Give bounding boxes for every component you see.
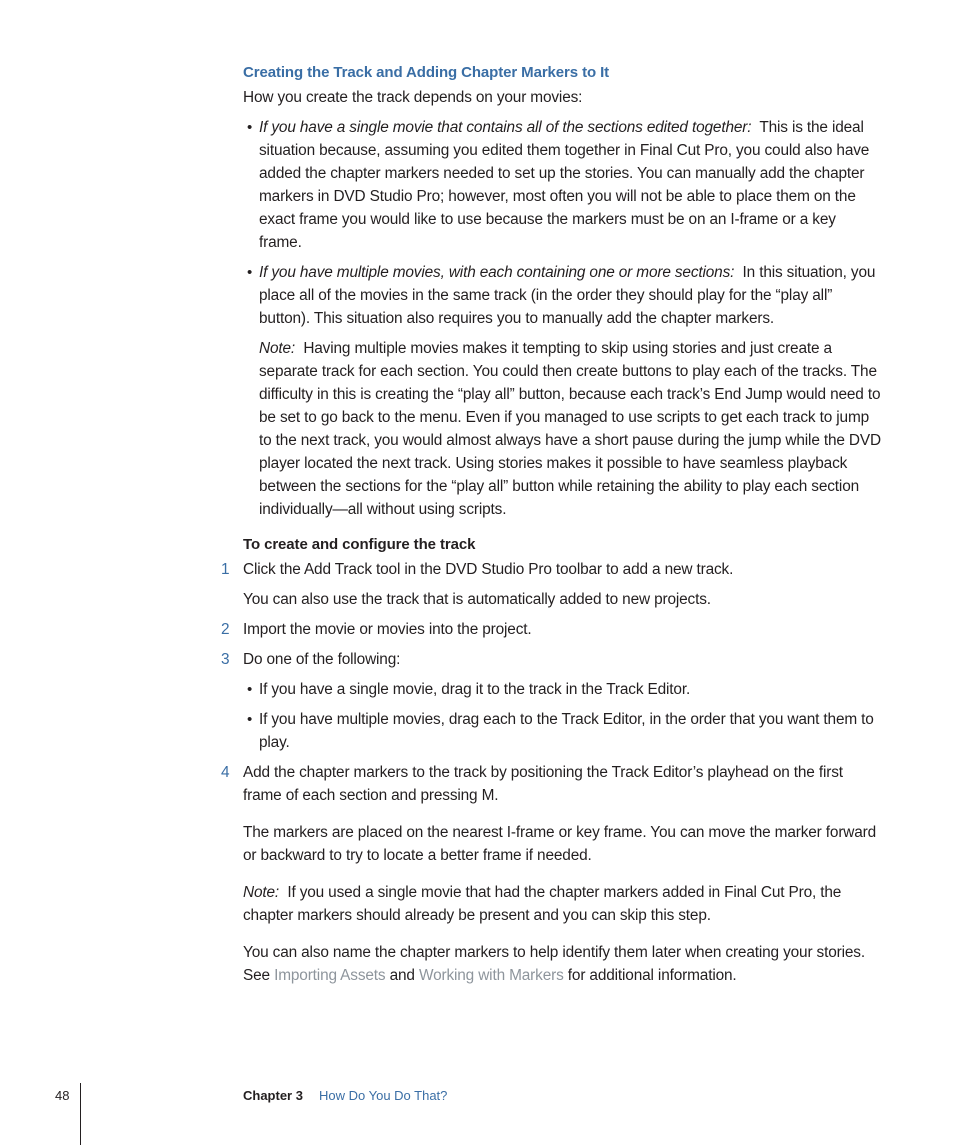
note-label: Note: <box>259 340 296 357</box>
bullet-marker: • <box>247 119 253 136</box>
sub-bullet-item: If you have a single movie, drag it to the track in the Track Editor. <box>259 681 691 698</box>
chapter-title-link[interactable]: How Do You Do That? <box>319 1088 448 1103</box>
markers-paragraph: The markers are placed on the nearest I-frame or key frame. You can move the marker forward or backward to try to locate a better frame if needed. <box>243 824 877 864</box>
working-with-markers-link[interactable]: Working with Markers <box>418 967 564 984</box>
page-number: 48 <box>55 1088 70 1103</box>
bullet-item <box>259 261 881 330</box>
names-text-middle: and <box>389 967 415 984</box>
step-followup: You can also use the track that is automatically added to new projects. <box>243 591 711 608</box>
bullet-lead: If you have multiple movies, with each containing one or more sections: <box>259 264 735 281</box>
procedure-title: To create and configure the track <box>243 536 476 553</box>
note-text: Having multiple movies makes it tempting to skip using stories and just create a separate track for each section. You could then create buttons to play each of the tracks. The difficulty in this is creating the “play all” button, because each track’s End Jump would need to be set to go back to the menu. Even if you managed to use scripts to get each track to jump to the next track, you would almost always have a short pause during the jump while the DVD player located the next track. Using stories makes it possible to have seamless playback between the sections for the “play all” button while retaining the ability to play each section individually—all without using scripts. <box>259 340 881 518</box>
bullet-marker: • <box>247 264 253 281</box>
names-text-after: for additional information. <box>567 967 737 984</box>
step-text: Add the chapter markers to the track by positioning the Track Editor’s playhead on the first frame of each section and pressing M. <box>243 764 843 804</box>
bullet-marker: • <box>247 681 253 698</box>
bullet-text: This is the ideal situation because, assuming you edited them together in Final Cut Pro, you could also have added the chapter markers needed to set up the stories. You can manually add the chapter markers in DVD Studio Pro; however, most often you will not be able to place them on the exact frame you would like to use because the markers must be on an I-frame or a key frame. <box>259 119 870 251</box>
section-heading: Creating the Track and Adding Chapter Markers to It <box>243 64 610 81</box>
step-number: 3 <box>221 651 230 668</box>
note-paragraph <box>259 337 881 521</box>
step-text: Do one of the following: <box>243 651 401 668</box>
step-number: 4 <box>221 764 230 781</box>
step-text: Import the movie or movies into the project. <box>243 621 532 638</box>
bullet-lead: If you have a single movie that contains all of the sections edited together: <box>259 119 752 136</box>
step-text: Click the Add Track tool in the DVD Studio Pro toolbar to add a new track. <box>243 561 734 578</box>
step-number: 2 <box>221 621 230 638</box>
note-paragraph <box>243 881 883 927</box>
sub-bullet-item: If you have multiple movies, drag each to the Track Editor, in the order that you want them to play. <box>259 711 874 751</box>
names-text-before: You can also name the chapter markers to help identify them later when creating your stories. See <box>243 944 865 984</box>
chapter-label: Chapter 3 <box>243 1088 303 1103</box>
note-text: If you used a single movie that had the chapter markers added in Final Cut Pro, the chapter markers should already be present and you can skip this step. <box>243 884 842 924</box>
importing-assets-link[interactable]: Importing Assets <box>274 967 386 984</box>
step-number: 1 <box>221 561 230 578</box>
note-label: Note: <box>243 884 280 901</box>
bullet-item <box>259 116 881 254</box>
footer-divider <box>80 1083 81 1145</box>
intro-paragraph: How you create the track depends on your movies: <box>243 89 583 106</box>
bullet-marker: • <box>247 711 253 728</box>
names-paragraph <box>243 941 883 987</box>
bullet-text: In this situation, you place all of the movies in the same track (in the order they should play for the “play all” button). This situation also requires you to manually add the chapter markers. <box>259 264 876 327</box>
